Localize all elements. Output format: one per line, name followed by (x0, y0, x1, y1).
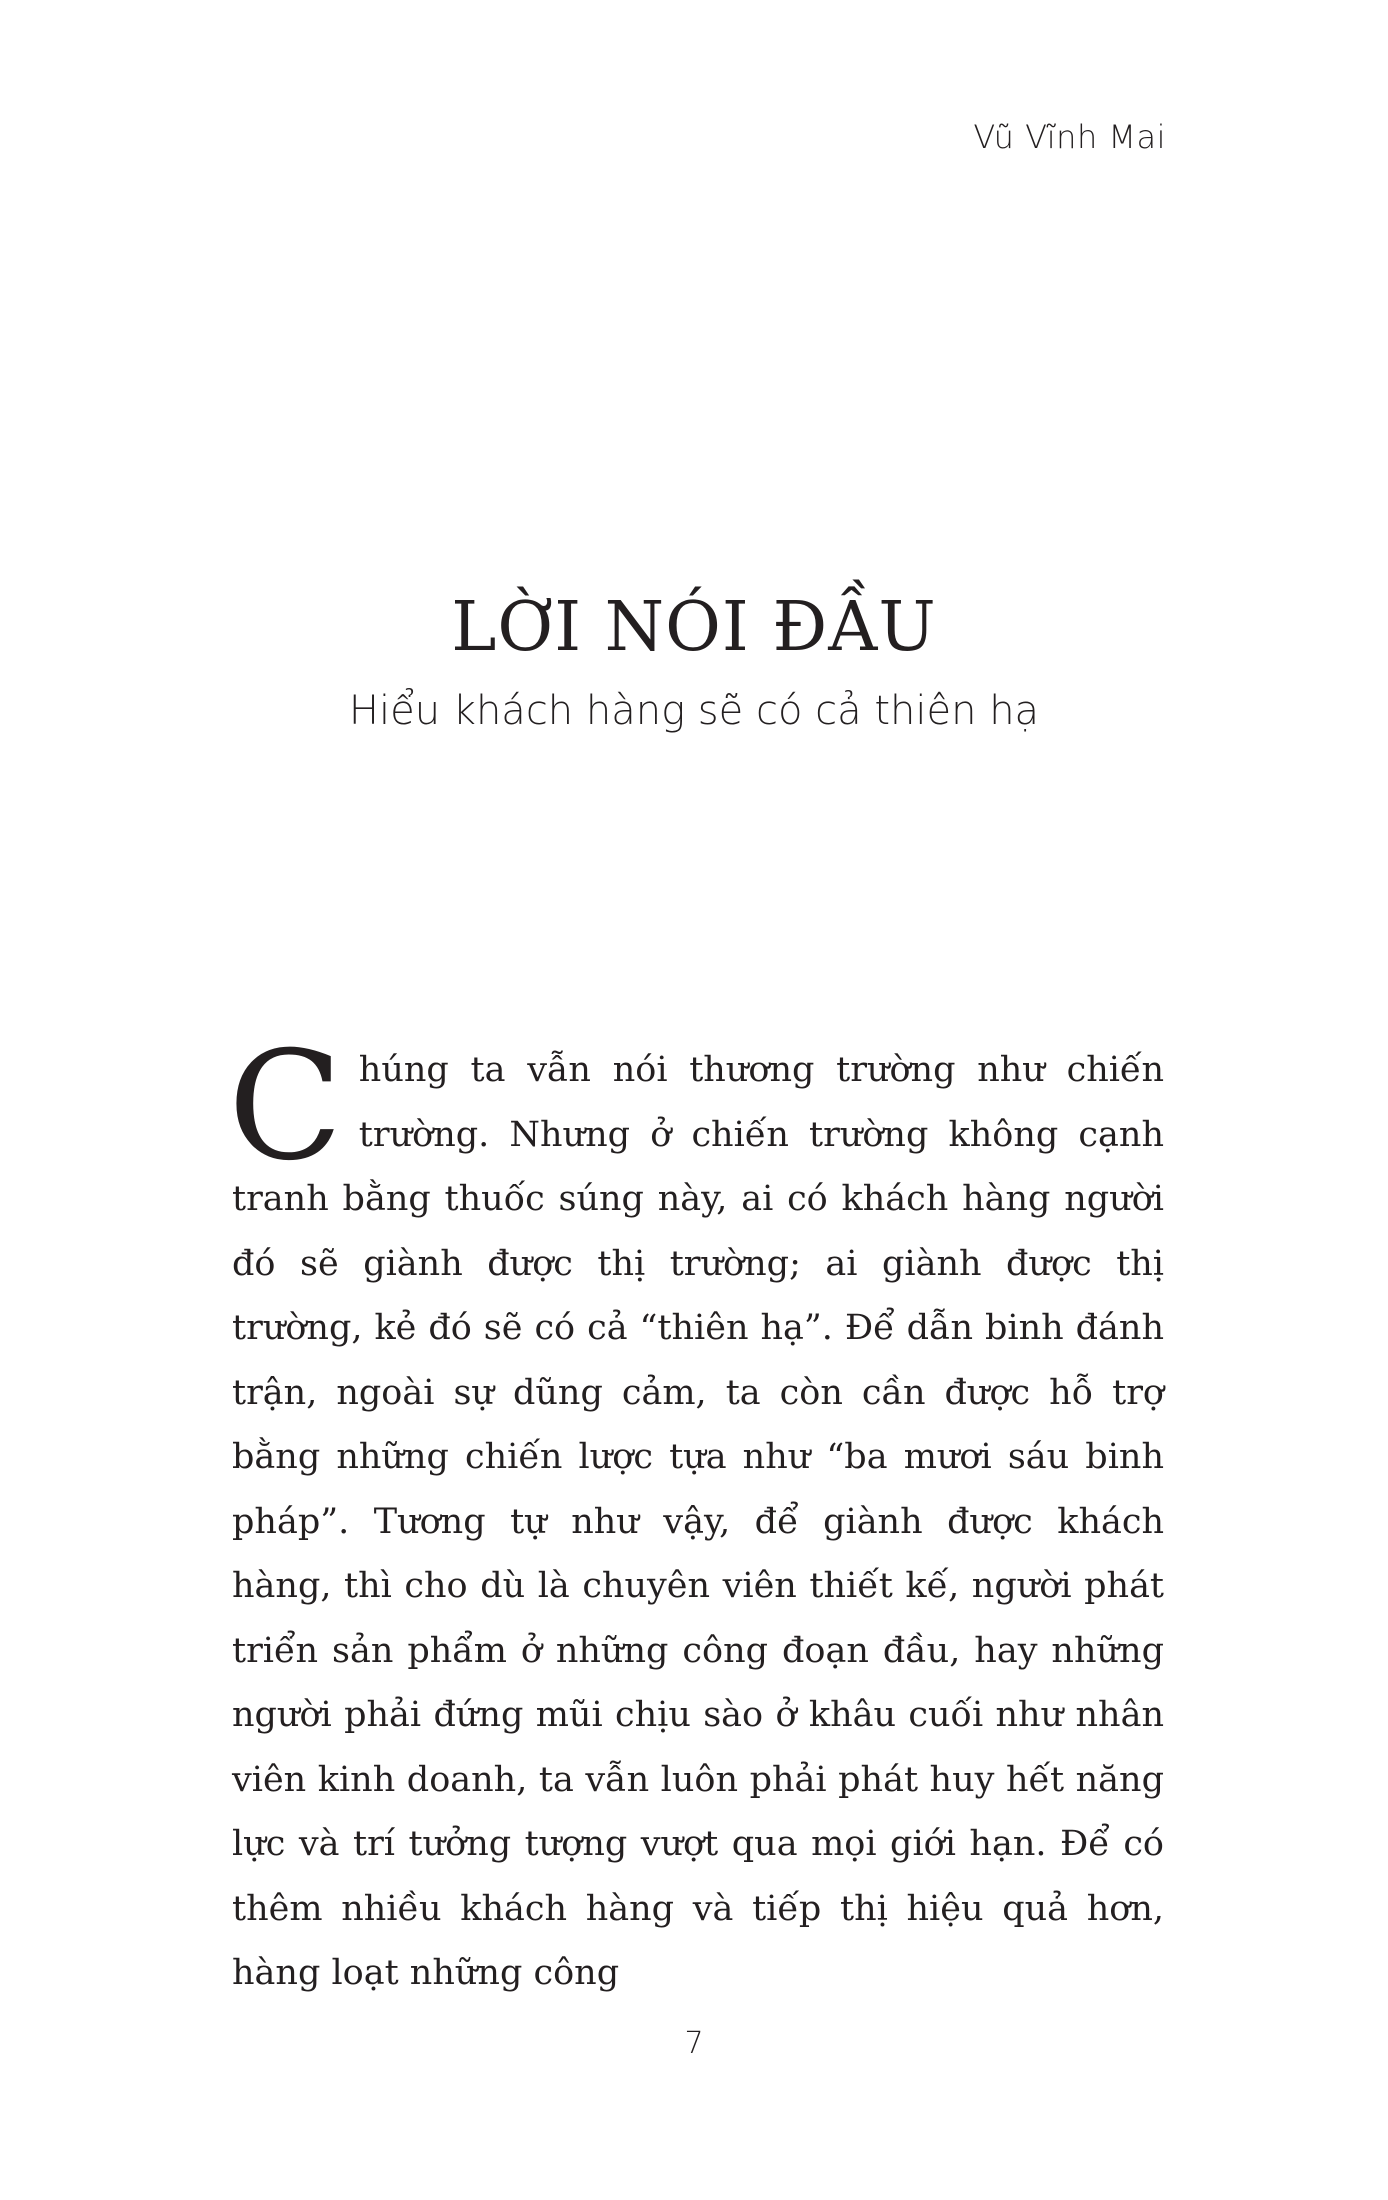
chapter-subtitle: Hiểu khách hàng sẽ có cả thiên hạ (348, 688, 1040, 734)
chapter-title: LỜI NÓI ĐẦU (451, 588, 937, 667)
page-number: 7 (684, 2026, 704, 2061)
body-paragraph-text: húng ta vẫn nói thương trường như chiến trường. Nhưng ở chiến trường không cạnh tranh bằng thuốc súng này, ai có khách hàng người đó sẽ giành được thị trường; ai giành được thị trường, kẻ đó sẽ có cả “thiên hạ”. Để dẫn binh đánh trận, ngoài sự dũng cảm, ta còn cần được hỗ trợ bằng những chiến lược tựa như “ba mươi sáu binh pháp”. Tương tự như vậy, để giành được khách hàng, thì cho dù là chuyên viên thiết kế, người phát triển sản phẩm ở những công đoạn đầu, hay những người phải đứng mũi chịu sào ở khâu cuối như nhân viên kinh doanh, ta vẫn luôn phải phát huy hết năng lực và trí tưởng tượng vượt qua mọi giới hạn. Để có thêm nhiều khách hàng và tiếp thị hiệu quả hơn, hàng loạt những công (232, 1050, 1164, 1993)
running-head-author: Vũ Vĩnh Mai (973, 118, 1166, 156)
drop-cap: C (228, 1020, 343, 1194)
body-paragraph (228, 1020, 1164, 2006)
